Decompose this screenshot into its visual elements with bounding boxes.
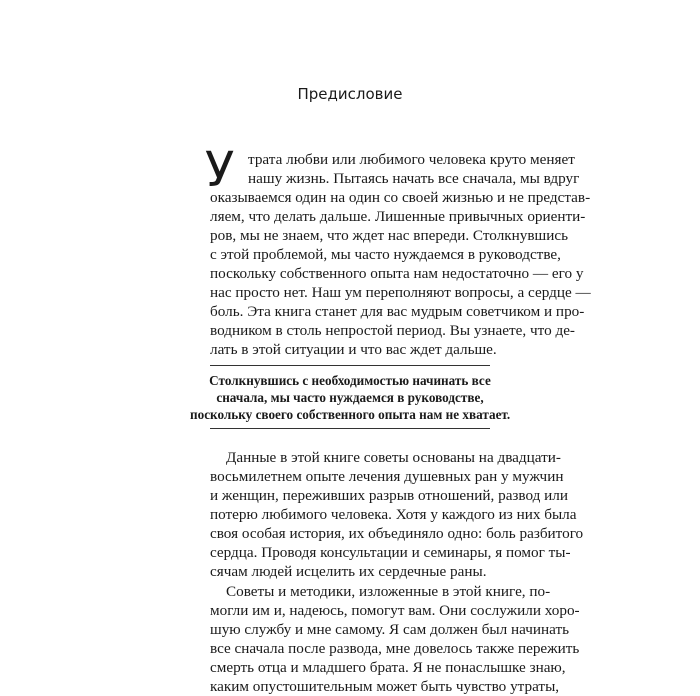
intro-line: ляем, что делать дальше. Лишенные привычных ориенти- [210,208,586,225]
intro-line: поскольку собственного опыта нам недостаточно — его у [210,265,584,282]
paragraph-line: шую службу и мне самому. Я сам должен был начинать [210,621,570,638]
pull-quote-line: поскольку своего собственного опыта нам не хватает. [190,407,511,422]
paragraph-line: и женщин, переживших разрыв отношений, развод или [210,487,569,504]
intro-line: лать в этой ситуации и что вас ждет дальше. [210,341,497,358]
paragraph-line: сячам людей исцелить их сердечные раны. [210,563,487,580]
paragraph-line: Советы и методики, изложенные в этой книге, по- [226,583,551,600]
paragraph-line: Данные в этой книге советы основаны на двадцати- [226,449,561,466]
paragraph-line: смерть отца и младшего брата. Я не понаслышке знаю, [210,659,566,676]
pull-quote-line: Столкнувшись с необходимостью начинать все [209,373,491,388]
pull-quote-line: сначала, мы часто нуждаемся в руководстве, [216,390,484,405]
pull-quote-bottom-rule [210,428,490,429]
intro-line: ров, мы не знаем, что ждет нас впереди. Столкнувшись [210,227,569,244]
intro-line: боль. Эта книга станет для вас мудрым советчиком и про- [210,303,585,320]
paragraph-line: могли им и, надеюсь, помогут вам. Они сослужили хоро- [210,602,580,619]
intro-line: нашу жизнь. Пытаясь начать все сначала, мы вдруг [248,170,580,187]
paragraph-line: все сначала после развода, мне довелось также пережить [210,640,580,657]
drop-cap-letter: У [205,142,235,198]
page-heading: Предисловие [297,85,403,103]
pull-quote-top-rule [210,365,490,366]
intro-line: водником в столь непростой период. Вы узнаете, что де- [210,322,575,339]
paragraph-line: восьмилетнем опыте лечения душевных ран у мужчин [210,468,564,485]
paragraph-line: своя особая история, их объединяло одно: боль разбитого [210,525,584,542]
intro-line: оказываемся один на один со своей жизнью и не представ- [210,189,591,206]
paragraph-line: каким опустошительным может быть чувство утраты, [210,678,560,695]
paragraph-line: сердца. Проводя консультации и семинары, я помог ты- [210,544,571,561]
intro-line: трата любви или любимого человека круто меняет [248,151,575,168]
intro-line: с этой проблемой, мы часто нуждаемся в руководстве, [210,246,561,263]
intro-line: нас просто нет. Наш ум переполняют вопросы, а сердце — [210,284,591,301]
paragraph-line: потерю любимого человека. Хотя у каждого из них была [210,506,577,523]
